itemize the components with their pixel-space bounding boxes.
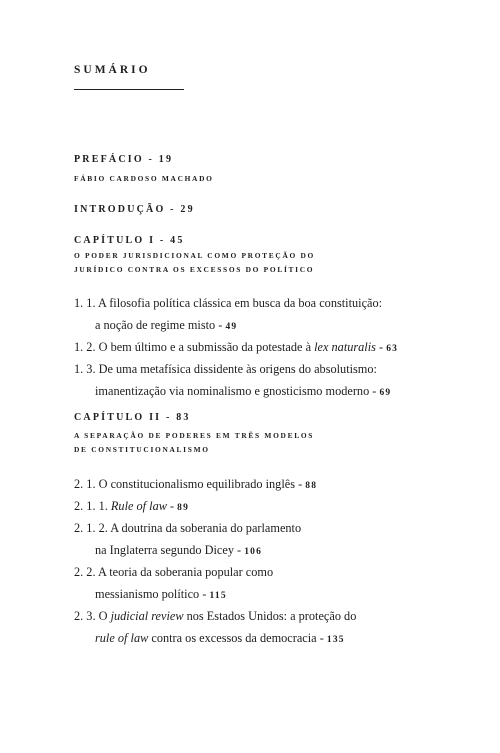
- section-number: 1. 3.: [74, 362, 96, 376]
- title-underline: [74, 89, 184, 90]
- section-title: A filosofia política clássica em busca da boa constituição:: [97, 296, 383, 310]
- toc-entry-capitulo-1: CAPÍTULO I - 45: [74, 235, 185, 246]
- introducao-label: INTRODUÇÃO: [74, 204, 166, 215]
- section-title-cont: contra os excessos da democracia: [148, 631, 317, 645]
- section-page: 89: [177, 503, 190, 513]
- section-number: 2. 1. 2.: [74, 521, 108, 535]
- toc-entry-capitulo-2: CAPÍTULO II - 83: [74, 412, 191, 423]
- toc-entry-2-1-1: 2. 1. 1. Rule of law - 89: [74, 499, 190, 513]
- section-title: O bem último e a submissão da potestade à: [98, 340, 315, 354]
- toc-entry-2-3-cont: rule of law contra os excessos da democracia - 135: [95, 631, 345, 645]
- section-title-italic: judicial review: [110, 609, 184, 623]
- section-title-italic: Rule of law: [110, 499, 167, 513]
- introducao-page: 29: [180, 204, 195, 215]
- section-page: 115: [209, 591, 227, 601]
- prefacio-page: 19: [158, 154, 174, 165]
- prefacio-author: FÁBIO CARDOSO MACHADO: [74, 174, 214, 183]
- toc-entry-1-3: [74, 358, 377, 380]
- page-title: SUMÁRIO: [74, 64, 151, 76]
- toc-entry-2-2-cont: messianismo político - 115: [95, 587, 227, 601]
- section-title-italic: lex naturalis: [314, 340, 376, 354]
- capitulo-2-subtitle-line-2: DE CONSTITUCIONALISMO: [74, 445, 210, 454]
- prefacio-label: PREFÁCIO: [74, 154, 144, 165]
- capitulo-2-page: 83: [176, 412, 191, 423]
- section-number: 2. 1.: [74, 477, 96, 491]
- toc-entry-2-3: [74, 605, 356, 627]
- section-page: 69: [379, 388, 392, 398]
- section-number: 2. 2.: [74, 565, 96, 579]
- section-title-cont: messianismo político: [95, 587, 200, 601]
- section-number: 1. 1.: [74, 296, 96, 310]
- toc-entry-prefacio: PREFÁCIO - 19: [74, 154, 174, 165]
- capitulo-2-subtitle-line-1: A SEPARAÇÃO DE PODERES EM TRÊS MODELOS: [74, 431, 315, 440]
- toc-entry-2-2: [74, 561, 273, 583]
- section-title-rest: nos Estados Unidos: a proteção do: [183, 609, 357, 623]
- capitulo-2-label: CAPÍTULO II: [74, 412, 162, 423]
- section-title-italic: rule of law: [95, 631, 149, 645]
- toc-entry-2-1-2-cont: na Inglaterra segundo Dicey - 106: [95, 543, 263, 557]
- capitulo-1-label: CAPÍTULO I: [74, 235, 156, 246]
- toc-entry-2-1: 2. 1. O constitucionalismo equilibrado inglês - 88: [74, 477, 318, 491]
- toc-entry-1-1-cont: a noção de regime misto - 49: [95, 318, 238, 332]
- section-title: De uma metafísica dissidente às origens do absolutismo:: [98, 362, 377, 376]
- toc-entry-1-2: 1. 2. O bem último e a submissão da potestade à lex naturalis - 63: [74, 340, 399, 354]
- toc-entry-1-3-cont: imanentização via nominalismo e gnosticismo moderno - 69: [95, 384, 392, 398]
- section-title: A doutrina da soberania do parlamento: [110, 521, 302, 535]
- section-page: 63: [386, 344, 399, 354]
- section-number: 2. 3.: [74, 609, 96, 623]
- capitulo-1-page: 45: [170, 235, 185, 246]
- section-title-cont: a noção de regime misto: [95, 318, 216, 332]
- section-page: 88: [305, 481, 318, 491]
- section-title: O constitucionalismo equilibrado inglês: [98, 477, 295, 491]
- section-title: A teoria da soberania popular como: [97, 565, 274, 579]
- toc-entry-1-1: [74, 292, 382, 314]
- toc-entry-introducao: INTRODUÇÃO - 29: [74, 204, 195, 215]
- toc-entry-2-1-2: [74, 517, 301, 539]
- section-title: O: [98, 609, 111, 623]
- section-number: 2. 1. 1.: [74, 499, 108, 513]
- section-number: 1. 2.: [74, 340, 96, 354]
- capitulo-1-subtitle-line-2: JURÍDICO CONTRA OS EXCESSOS DO POLÍTICO: [74, 265, 315, 274]
- section-title-cont: imanentização via nominalismo e gnosticismo moderno: [95, 384, 370, 398]
- section-page: 106: [244, 547, 263, 557]
- section-title-cont: na Inglaterra segundo Dicey: [95, 543, 234, 557]
- section-page: 49: [225, 322, 238, 332]
- section-page: 135: [326, 635, 345, 645]
- capitulo-1-subtitle-line-1: O PODER JURISDICIONAL COMO PROTEÇÃO DO: [74, 251, 315, 260]
